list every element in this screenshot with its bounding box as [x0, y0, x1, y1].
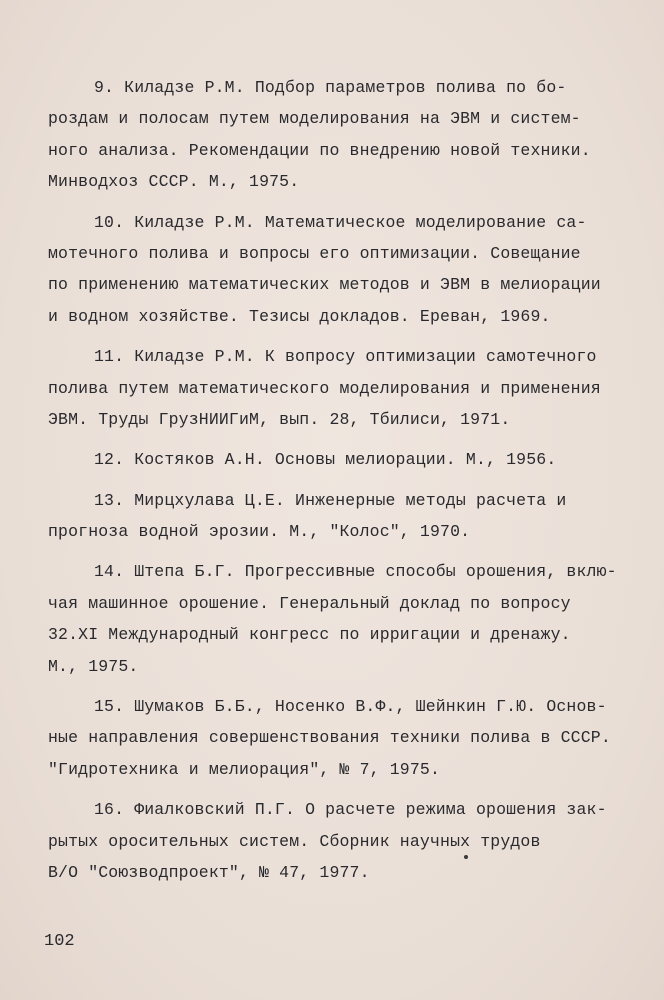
reference-line: ЭВМ. Труды ГрузНИИГиМ, вып. 28, Тбилиси, 1971. [48, 409, 511, 429]
reference-line: и водном хозяйстве. Тезисы докладов. Ереван, 1969. [48, 306, 551, 326]
reference-item-15 [0, 691, 664, 785]
reference-line: полива путем математического моделирования и применения [48, 378, 601, 398]
reference-line: 11. Киладзе Р.М. К вопросу оптимизации самотечного [94, 347, 597, 367]
reference-item-14 [0, 556, 664, 682]
reference-item-9 [0, 72, 664, 198]
reference-line: 13. Мирцхулава Ц.Е. Инженерные методы расчета и [94, 490, 567, 510]
reference-list [0, 72, 664, 897]
reference-line: ные направления совершенствования техники полива в СССР. [48, 728, 611, 748]
reference-line: 12. Костяков А.Н. Основы мелиорации. М., 1956. [94, 450, 557, 470]
reference-line: по применению математических методов и ЭВМ в мелиорации [48, 275, 601, 295]
reference-line: "Гидротехника и мелиорация", № 7, 1975. [48, 759, 441, 779]
reference-item-11 [0, 341, 664, 435]
reference-line: М., 1975. [48, 656, 139, 676]
reference-item-12 [0, 444, 664, 475]
reference-line: Минводхоз СССР. М., 1975. [48, 172, 300, 192]
reference-line: ного анализа. Рекомендации по внедрению новой техники. [48, 140, 591, 160]
reference-line: 16. Фиалковский П.Г. О расчете режима орошения зак- [94, 800, 607, 820]
reference-line: 9. Киладзе Р.М. Подбор параметров полива по бо- [94, 78, 567, 97]
reference-line: роздам и полосам путем моделирования на ЭВМ и систем- [48, 109, 581, 129]
reference-line: 15. Шумаков Б.Б., Носенко В.Ф., Шейнкин Г.Ю. Основ- [94, 697, 607, 717]
ink-speck [464, 855, 468, 859]
reference-line: В/О "Союзводпроект", № 47, 1977. [48, 862, 370, 882]
reference-line: прогноза водной эрозии. М., "Колос", 1970. [48, 522, 471, 542]
reference-item-16 [0, 794, 664, 888]
reference-line: 14. Штепа Б.Г. Прогрессивные способы орошения, вклю- [94, 562, 617, 582]
reference-item-10 [0, 207, 664, 333]
reference-line: мотечного полива и вопросы его оптимизации. Совещание [48, 243, 581, 263]
reference-line: рытых оросительных систем. Сборник научных трудов [48, 831, 541, 851]
reference-line: 10. Киладзе Р.М. Математическое моделирование са- [94, 212, 587, 232]
reference-item-13 [0, 485, 664, 548]
page-number: 102 [44, 932, 75, 951]
reference-line: чая машинное орошение. Генеральный доклад по вопросу [48, 593, 571, 613]
reference-line: 32.XI Международный конгресс по ирригации и дренажу. [48, 625, 571, 645]
